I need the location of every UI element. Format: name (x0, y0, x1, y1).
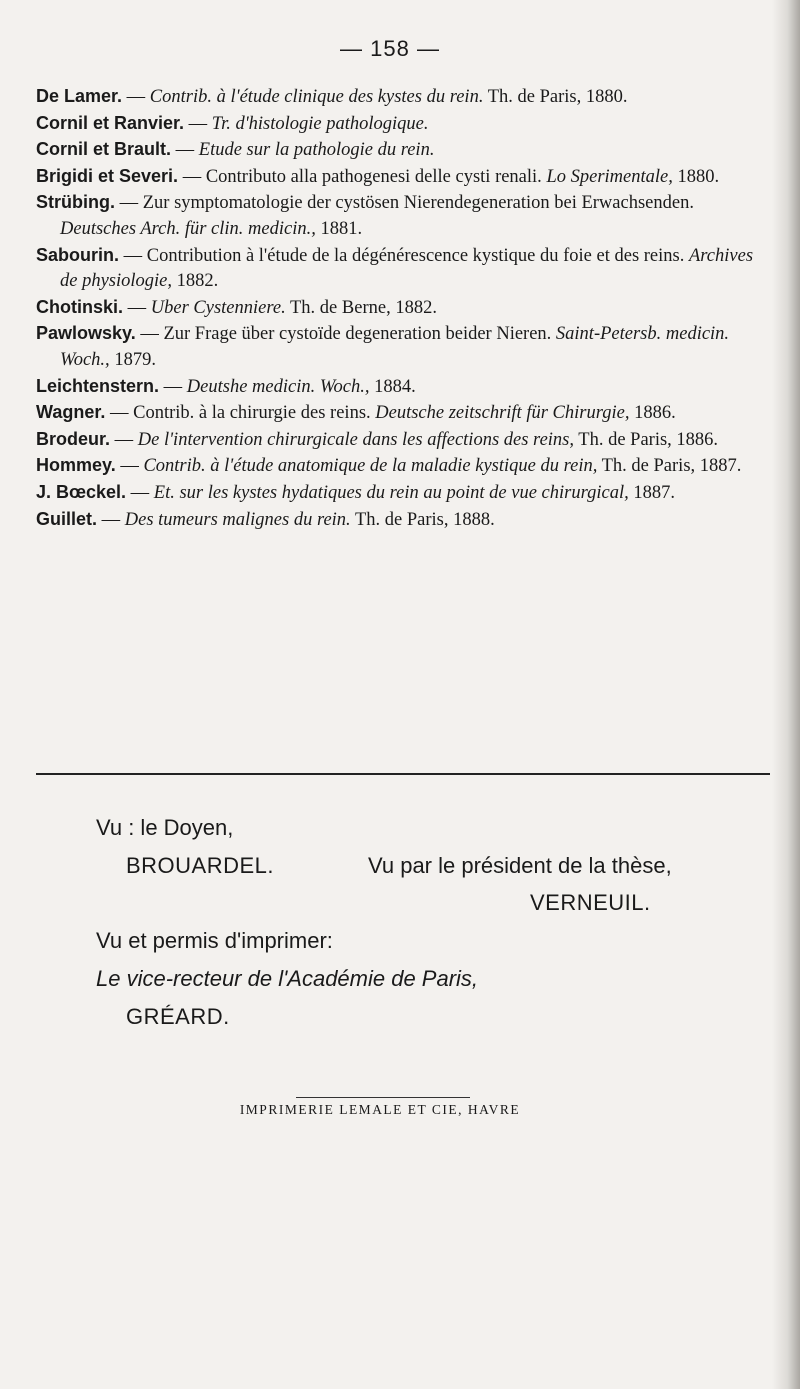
printer-imprint: IMPRIMERIE LEMALE ET CIE, HAVRE (239, 1102, 521, 1117)
vu-doyen-line: Vu : le Doyen, (96, 815, 234, 840)
entry-author: Strübing. (36, 192, 115, 213)
entry-text: 1884. (369, 376, 416, 397)
entry-title: Contrib. à l'étude clinique des kystes du rein. (149, 87, 484, 107)
recteur-name: GRÉARD. (126, 1004, 230, 1029)
entry-author: Cornil et Brault. (36, 139, 172, 160)
entry-author: Sabourin. (36, 244, 120, 265)
entry-author: Brigidi et Severi. (36, 165, 179, 186)
entry-text: — (171, 140, 199, 161)
doyen-name: BROUARDEL. (126, 853, 275, 878)
entry-text: Th. de Paris, 1888. (350, 509, 495, 530)
entry-title: Etude sur la pathologie du rein. (198, 140, 435, 161)
entry-title: Et. sur les kystes hydatiques du rein au point de vue chirurgical, (153, 482, 629, 503)
entry-author: Chotinski. (36, 296, 124, 317)
entry-title: Deutsches Arch. für clin. medicin., (60, 218, 316, 239)
entry-title: Des tumeurs malignes du rein. (124, 509, 351, 530)
bibliography-entry (36, 507, 772, 534)
entry-text: Th. de Paris, 1887. (597, 456, 742, 477)
bibliography-entry (36, 321, 772, 373)
entry-text: 1886. (629, 403, 676, 424)
bibliography-entry (36, 400, 772, 427)
president-name: VERNEUIL. (530, 890, 651, 915)
entry-text: 1882. (172, 271, 219, 292)
entry-title: Lo Sperimentale, (546, 166, 673, 187)
bibliography-entry (36, 374, 772, 401)
vu-permis-line: Vu et permis d'imprimer: (96, 928, 333, 953)
recteur-title: Le vice-recteur de l'Académie de Paris, (96, 966, 479, 991)
entry-text: — Contrib. à la chirurgie des reins. (105, 403, 376, 424)
vu-president-line: Vu par le président de la thèse, (368, 853, 672, 878)
entry-text: 1881. (315, 218, 363, 239)
entry-title: Saint-Petersb. medicin. Woch., (60, 324, 730, 370)
entry-text: — Contribution à l'étude de la dégénérescence kystique du foie et des reins. (119, 245, 689, 266)
entry-author: J. Bœckel. (36, 481, 127, 502)
bibliography-entry (36, 480, 772, 507)
entry-title: Tr. d'histologie pathologique. (211, 113, 429, 134)
entry-title: De l'intervention chirurgicale dans les affections des reins, (137, 429, 574, 450)
bibliography-entry (36, 453, 772, 480)
entry-text: — (123, 297, 151, 318)
entry-text: Th. de Paris, 1880. (483, 87, 628, 107)
entry-author: Leichtenstern. (36, 375, 160, 396)
entry-text: — (159, 376, 187, 397)
bibliography-entry (36, 84, 772, 111)
entry-text: Th. de Paris, 1886. (574, 429, 719, 450)
bibliography-entry (36, 427, 772, 454)
entry-title: Deutshe medicin. Woch., (186, 376, 370, 397)
entry-title: Uber Cystenniere. (150, 297, 286, 318)
entry-author: Cornil et Ranvier. (36, 112, 185, 133)
bibliography-entry (36, 243, 772, 295)
bibliography-entry (36, 190, 772, 242)
entry-text: — Contributo alla pathogenesi delle cysti renali. (178, 166, 547, 187)
printer-divider (296, 1097, 470, 1098)
entry-title: Contrib. à l'étude anatomique de la maladie kystique du rein, (143, 456, 598, 477)
entry-title: Archives de physiologie, (60, 245, 754, 292)
entry-author: Wagner. (36, 402, 106, 423)
entry-text: — Zur symptomatologie der cystösen Nierendegeneration bei Erwachsenden. (115, 193, 694, 214)
entry-author: De Lamer. (36, 86, 123, 106)
entry-author: Hommey. (36, 455, 116, 476)
scan-edge-shadow (772, 0, 800, 1389)
entry-title: Deutsche zeitschrift für Chirurgie, (375, 403, 630, 424)
bibliography-entry (36, 164, 772, 191)
entry-text: Th. de Berne, 1882. (285, 297, 437, 318)
bibliography-list (36, 84, 772, 533)
entry-text: — (115, 456, 144, 477)
entry-text: — (110, 429, 138, 450)
entry-text: 1880. (672, 166, 720, 187)
entry-text: — (184, 113, 212, 134)
bibliography-entry (36, 137, 772, 164)
entry-text: — (122, 87, 150, 107)
entry-author: Brodeur. (36, 428, 111, 449)
entry-text: 1879. (109, 349, 156, 370)
entry-text: 1887. (628, 482, 675, 503)
page-number: — 158 — (340, 36, 440, 61)
entry-text: — (97, 509, 125, 530)
entry-author: Guillet. (36, 508, 98, 529)
entry-author: Pawlowsky. (36, 323, 136, 344)
entry-text: — (126, 482, 154, 503)
bibliography-entry (36, 111, 772, 138)
section-divider (36, 773, 770, 775)
bibliography-entry (36, 295, 772, 322)
entry-text: — Zur Frage über cystoïde degeneration beider Nieren. (135, 324, 556, 345)
